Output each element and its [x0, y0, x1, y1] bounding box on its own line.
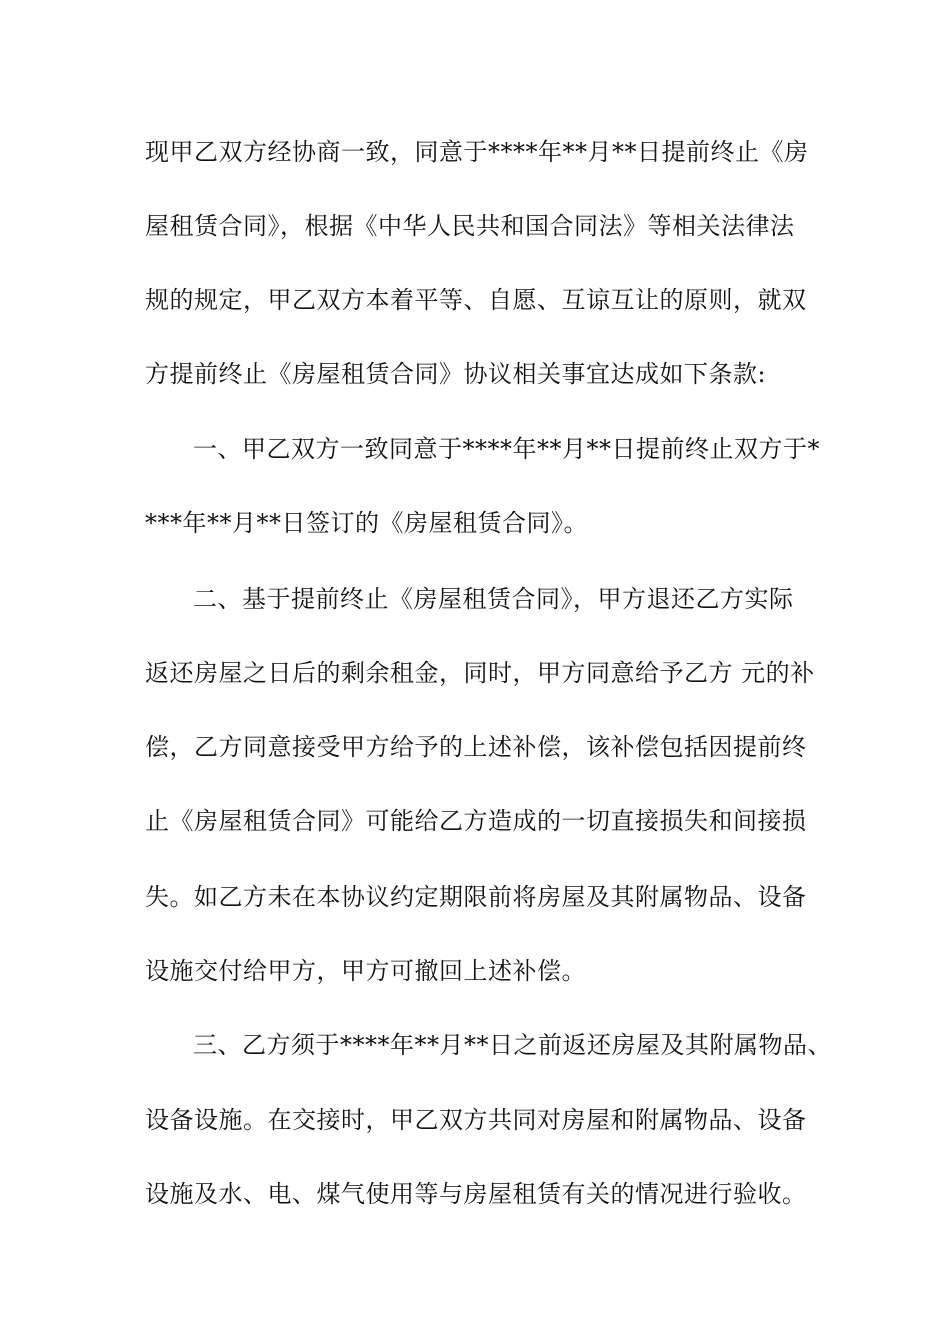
text-line: 返还房屋之日后的剩余租金，同时，甲方同意给予乙方 元的补 [145, 659, 815, 687]
text-line: 失。如乙方未在本协议约定期限前将房屋及其附属物品、设备 [145, 883, 807, 911]
paragraph-2-start: 二、基于提前终止《房屋租赁合同》，甲方退还乙方实际 [193, 585, 794, 613]
text-line: 规的规定，甲乙双方本着平等、自愿、互谅互让的原则，就双 [145, 286, 807, 314]
text-line: 现甲乙双方经协商一致，同意于****年**月**日提前终止《房 [145, 138, 809, 166]
paragraph-3-start: 三、乙方须于****年**月**日之前返还房屋及其附属物品、 [193, 1031, 832, 1059]
text-line: 屋租赁合同》，根据《中华人民共和国合同法》等相关法律法 [145, 212, 795, 240]
paragraph-1-start: 一、甲乙双方一致同意于****年**月**日提前终止双方于* [193, 435, 820, 463]
text-line: 设施及水、电、煤气使用等与房屋租赁有关的情况进行验收。 [145, 1180, 807, 1208]
text-line: 止《房屋租赁合同》可能给乙方造成的一切直接损失和间接损 [145, 807, 807, 835]
text-line: ***年**月**日签订的《房屋租赁合同》。 [145, 509, 588, 537]
text-line: 设备设施。在交接时，甲乙双方共同对房屋和附属物品、设备 [145, 1106, 807, 1134]
text-line: 偿，乙方同意接受甲方给予的上述补偿，该补偿包括因提前终 [145, 733, 807, 761]
text-line: 方提前终止《房屋租赁合同》协议相关事宜达成如下条款: [145, 360, 767, 388]
text-line: 设施交付给甲方，甲方可撤回上述补偿。 [145, 957, 586, 985]
